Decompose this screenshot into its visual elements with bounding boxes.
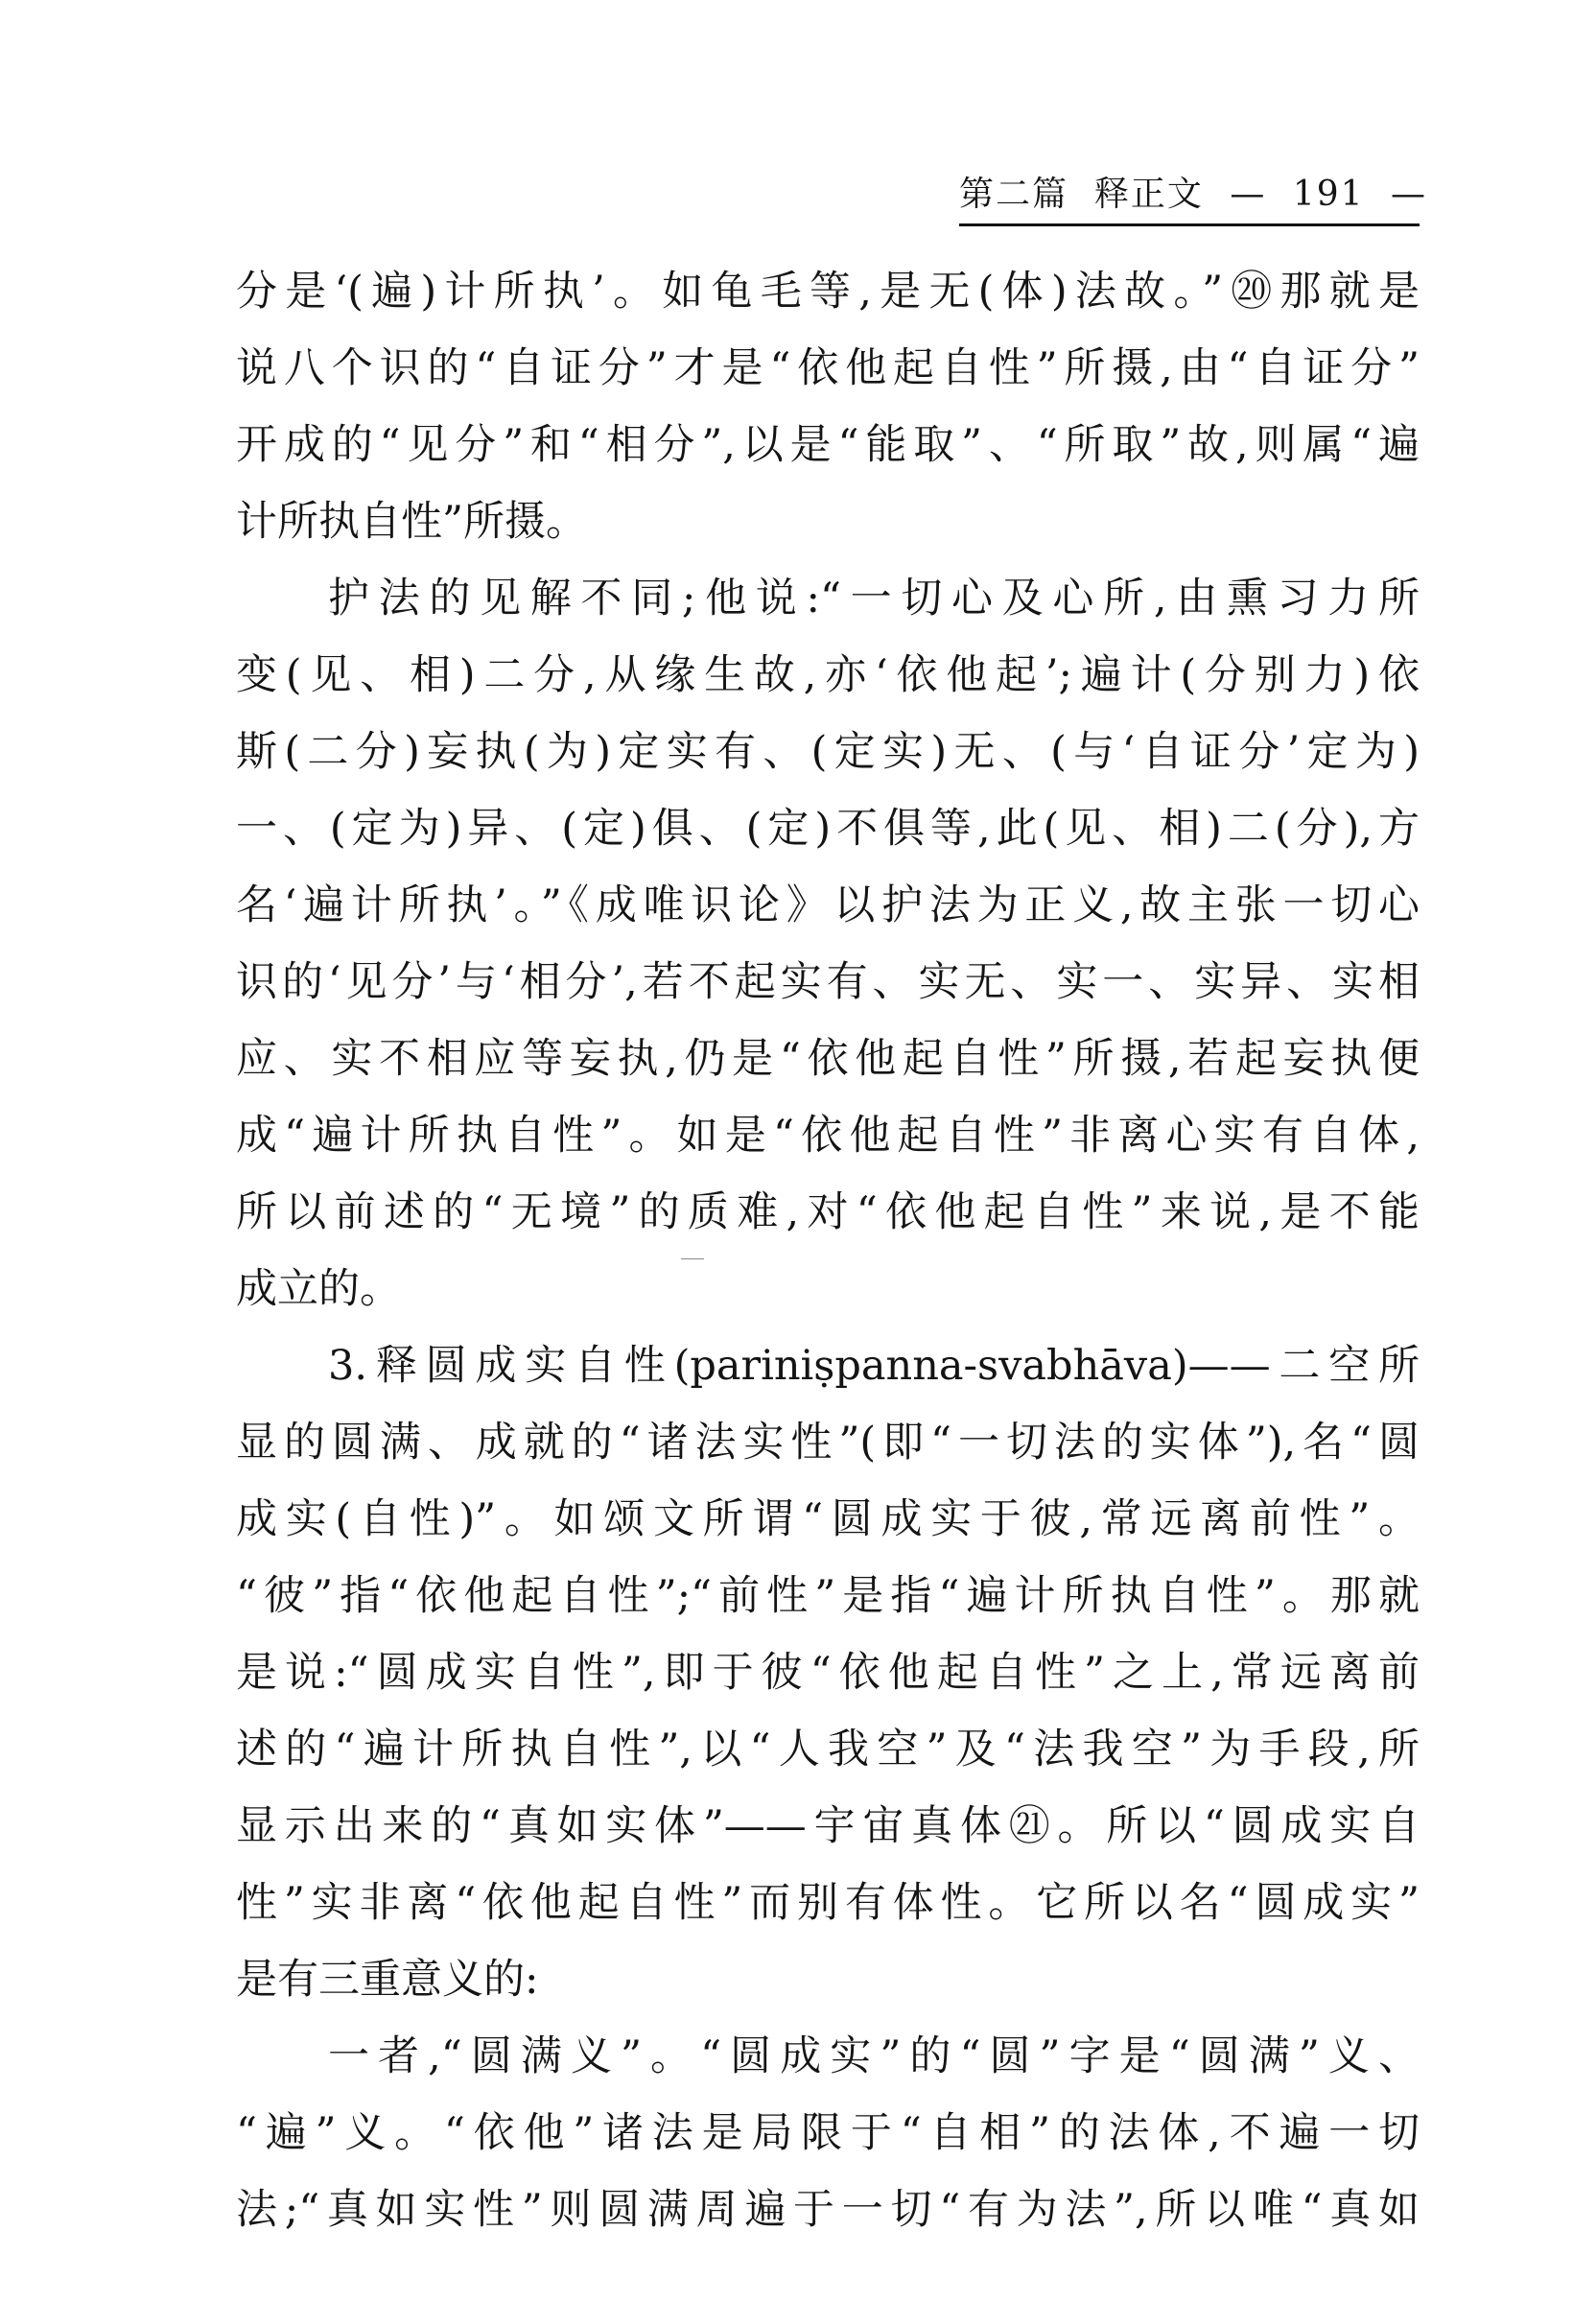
- text-line: 名‘遍计所执’。”《成唯识论》以护法为正义,故主张一切心: [236, 881, 1420, 929]
- text-line: 成实(自性)”。如颂文所谓“圆成实于彼,常远离前性”。: [236, 1495, 1420, 1543]
- text-line: 成“遍计所执自性”。如是“依他起自性”非离心实有自体,: [236, 1112, 1420, 1160]
- text-line: 应、实不相应等妄执,仍是“依他起自性”所摄,若起妄执便: [236, 1035, 1420, 1083]
- header-dash-right: —: [1391, 175, 1428, 214]
- text-line: 所以前述的“无境”的质难,对“依他起自性”来说,是不能: [236, 1188, 1420, 1236]
- text-line: 变(见、相)二分,从缘生故,亦‘依他起’;遍计(分别力)依: [236, 651, 1420, 699]
- print-mark: [681, 1258, 704, 1259]
- text-line: “彼”指“依他起自性”;“前性”是指“遍计所执自性”。那就: [236, 1572, 1420, 1620]
- text-line: 识的‘见分’与‘相分’,若不起实有、实无、实一、实异、实相: [236, 958, 1420, 1006]
- header-dash-left: —: [1230, 175, 1267, 214]
- text-line: “遍”义。“依他”诸法是局限于“自相”的法体,不遍一切: [236, 2109, 1420, 2157]
- header-part: 第二篇: [959, 175, 1069, 214]
- text-line: 一、(定为)异、(定)俱、(定)不俱等,此(见、相)二(分),方: [236, 805, 1420, 853]
- header-rule: [959, 223, 1420, 226]
- running-header: [959, 171, 1428, 219]
- text-line: 是说:“圆成实自性”,即于彼“依他起自性”之上,常远离前: [236, 1649, 1420, 1697]
- text-line: 述的“遍计所执自性”,以“人我空”及“法我空”为手段,所: [236, 1726, 1420, 1773]
- body-text: [236, 253, 1420, 2248]
- page-number: 191: [1292, 175, 1365, 214]
- text-line: 法;“真如实性”则圆满周遍于一切“有为法”,所以唯“真如: [236, 2186, 1420, 2234]
- text-line: 性”实非离“依他起自性”而别有体性。它所以名“圆成实”: [236, 1879, 1420, 1927]
- text-line: 斯(二分)妄执(为)定实有、(定实)无、(与‘自证分’定为): [236, 728, 1420, 776]
- text-line: 显示出来的“真如实体”——宇宙真体㉑。所以“圆成实自: [236, 1802, 1420, 1850]
- text-line: 分是‘(遍)计所执’。如龟毛等,是无(体)法故。”⑳那就是: [236, 268, 1420, 316]
- text-line: 计所执自性”所摄。: [236, 498, 587, 546]
- paragraph-first-line: 护法的见解不同;他说:“一切心及心所,由熏习力所: [328, 575, 1420, 622]
- text-line: 显的圆满、成就的“诸法实性”(即“一切法的实体”),名“圆: [236, 1419, 1420, 1467]
- text-line: 说八个识的“自证分”才是“依他起自性”所摄,由“自证分”: [236, 344, 1420, 392]
- text-line: 是有三重意义的:: [236, 1956, 539, 2004]
- text-line: 开成的“见分”和“相分”,以是“能取”、“所取”故,则属“遍: [236, 421, 1420, 469]
- text-line: 成立的。: [236, 1265, 401, 1313]
- paragraph-first-line: 一者,“圆满义”。“圆成实”的“圆”字是“圆满”义、: [328, 2032, 1420, 2080]
- header-section: 释正文: [1093, 175, 1204, 214]
- paragraph-first-line: 3.释圆成实自性(pariniṣpanna-svabhāva)——二空所: [328, 1342, 1420, 1390]
